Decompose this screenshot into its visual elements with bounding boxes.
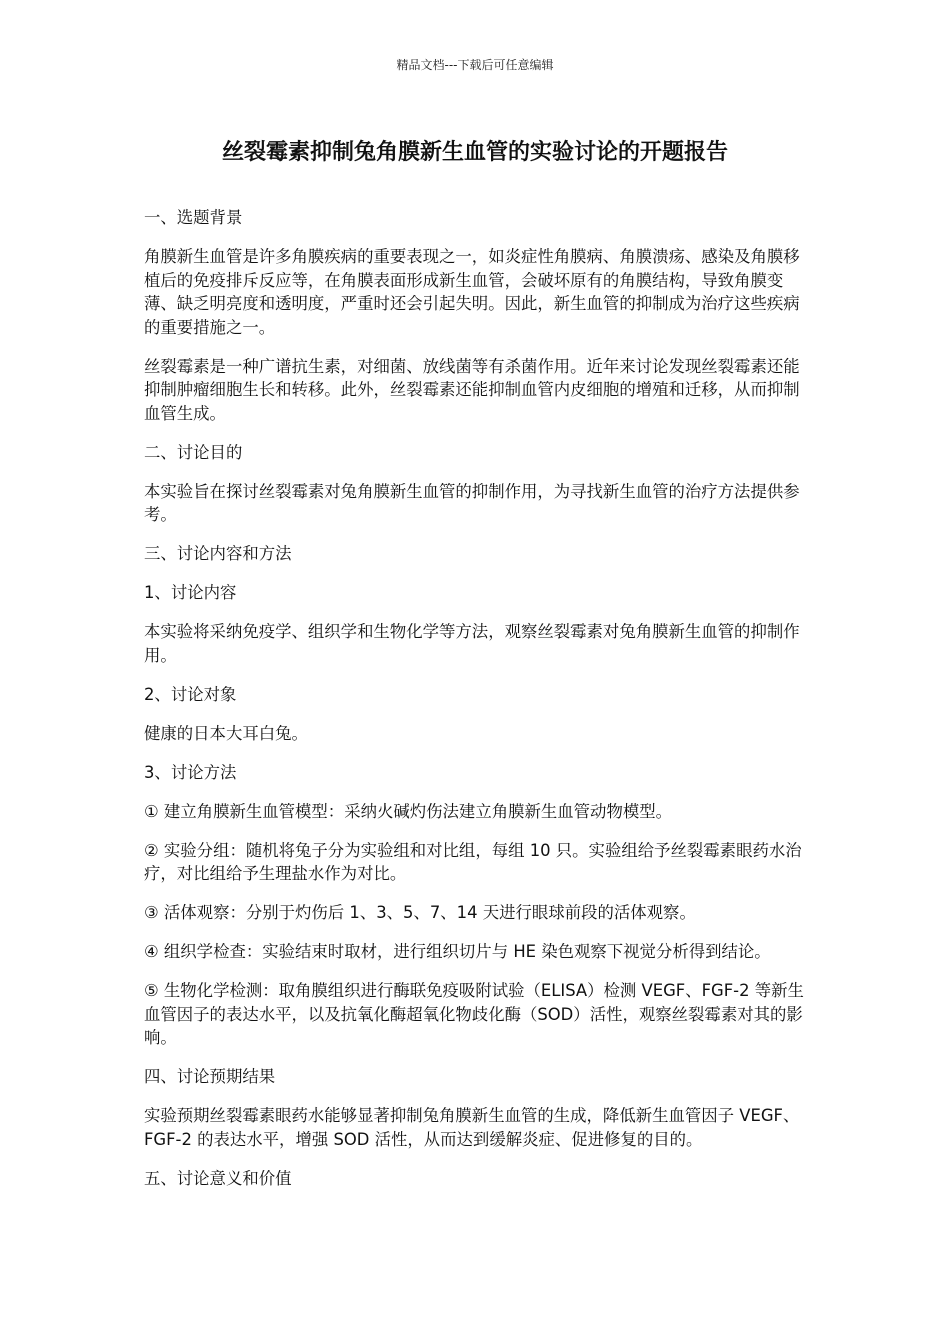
document-title: 丝裂霉素抑制兔角膜新生血管的实验讨论的开题报告 xyxy=(221,140,728,165)
paragraph-background-1: 角膜新生血管是许多角膜疾病的重要表现之一，如炎症性角膜病、角膜溃疡、感染及角膜移植后的免疫排斥反应等，在角膜表面形成新生血管，会破坏原有的角膜结构，导致角膜变薄、缺乏明亮度和透明度，严重时还会引起失明。因此，新生血管的抑制成为治疗这些疾病的重要措施之一。 xyxy=(144,247,800,337)
paragraph-subjects: 健康的日本大耳白兔。 xyxy=(144,723,308,743)
subheading-content: 1、讨论内容 xyxy=(144,583,237,602)
method-item-4: ④ 组织学检查：实验结束时取材，进行组织切片与 HE 染色观察下视觉分析得到结论。 xyxy=(144,942,771,961)
paragraph-purpose: 本实验旨在探讨丝裂霉素对兔角膜新生血管的抑制作用，为寻找新生血管的治疗方法提供参考。 xyxy=(144,481,800,524)
section-heading-significance: 五、讨论意义和价值 xyxy=(144,1168,292,1188)
method-item-5: ⑤ 生物化学检测：取角膜组织进行酶联免疫吸附试验（ELISA）检测 VEGF、FGF-2 等新生血管因子的表达水平，以及抗氧化酶超氧化物歧化酶（SOD）活性，观察丝裂霉素对其的影响。 xyxy=(144,981,804,1047)
paragraph-content: 本实验将采纳免疫学、组织学和生物化学等方法，观察丝裂霉素对兔角膜新生血管的抑制作用。 xyxy=(144,622,800,665)
section-heading-background: 一、选题背景 xyxy=(144,208,243,227)
document-body xyxy=(144,206,806,1206)
paragraph-expected-results: 实验预期丝裂霉素眼药水能够显著抑制兔角膜新生血管的生成，降低新生血管因子 VEGF、FGF-2 的表达水平，增强 SOD 活性，从而达到缓解炎症、促进修复的目的。 xyxy=(144,1106,800,1149)
subheading-subjects: 2、讨论对象 xyxy=(144,684,237,704)
section-heading-purpose: 二、讨论目的 xyxy=(144,442,243,462)
subheading-methods: 3、讨论方法 xyxy=(144,762,237,782)
section-heading-expected-results: 四、讨论预期结果 xyxy=(144,1067,276,1086)
method-item-3: ③ 活体观察：分别于灼伤后 1、3、5、7、14 天进行眼球前段的活体观察。 xyxy=(144,903,696,922)
method-item-1: ① 建立角膜新生血管模型：采纳火碱灼伤法建立角膜新生血管动物模型。 xyxy=(144,801,673,821)
page-header-watermark: 精品文档---下载后可任意编辑 xyxy=(396,58,554,72)
section-heading-content-methods: 三、讨论内容和方法 xyxy=(144,544,292,563)
method-item-2: ② 实验分组：随机将兔子分为实验组和对比组，每组 10 只。实验组给予丝裂霉素眼药水治疗，对比组给予生理盐水作为对比。 xyxy=(144,840,802,883)
paragraph-background-2: 丝裂霉素是一种广谱抗生素，对细菌、放线菌等有杀菌作用。近年来讨论发现丝裂霉素还能抑制肿瘤细胞生长和转移。此外，丝裂霉素还能抑制血管内皮细胞的增殖和迁移，从而抑制血管生成。 xyxy=(144,356,800,423)
